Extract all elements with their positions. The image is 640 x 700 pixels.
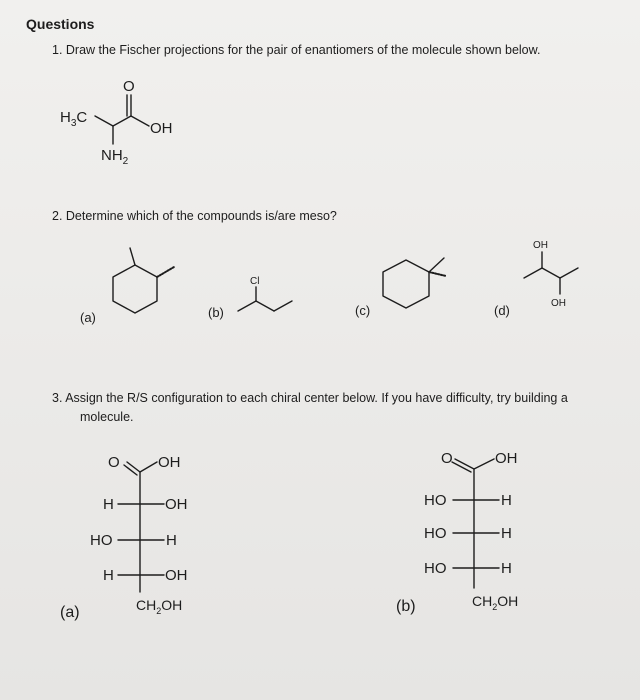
compound-label-c: (c) — [355, 303, 371, 318]
fischer-a-h-1: H — [103, 496, 114, 513]
alanine-structure — [95, 95, 149, 144]
fischer-label-a: (a) — [60, 604, 80, 621]
question-2-text: 2. Determine which of the compounds is/are meso? — [52, 209, 337, 223]
question-1-text: 1. Draw the Fischer projections for the pair of enantiomers of the molecule shown below. — [52, 43, 541, 57]
compound-a-structure — [113, 248, 174, 313]
fischer-a-oh-3: OH — [165, 567, 188, 584]
fischer-b-structure — [452, 459, 499, 588]
fischer-a-structure — [118, 462, 164, 592]
compound-b-structure — [238, 287, 292, 311]
compound-label-d: (d) — [494, 303, 510, 318]
fischer-a-h-3: H — [103, 567, 114, 584]
fischer-b-ho-1: HO — [424, 492, 447, 509]
compound-c-structure — [383, 258, 446, 308]
fischer-b-h-3: H — [501, 560, 512, 577]
fischer-b-oh-top: OH — [495, 450, 518, 467]
fischer-a-h-2: H — [166, 532, 177, 549]
compound-d-structure — [524, 252, 578, 294]
fischer-b-o: O — [441, 450, 453, 467]
atom-nh2: $NH_2$ — [101, 147, 129, 167]
page-title: Questions — [26, 16, 95, 32]
question-3-line-2: molecule. — [80, 410, 134, 424]
fischer-a-oh-1: OH — [165, 496, 188, 513]
atom-oh-bottom: OH — [551, 298, 566, 309]
fischer-a-ch2oh: $CH_2OH$ — [136, 597, 183, 616]
atom-cl: Cl — [250, 276, 260, 287]
fischer-b-ho-3: HO — [424, 560, 447, 577]
fischer-b-ho-2: HO — [424, 525, 447, 542]
fischer-label-b: (b) — [396, 598, 416, 615]
atom-h3c: $H_3C$ — [60, 109, 88, 129]
question-3-line-1: 3. Assign the R/S configuration to each chiral center below. If you have difficulty, try building a — [52, 391, 568, 405]
compound-label-b: (b) — [208, 305, 224, 320]
atom-oh: OH — [150, 120, 173, 137]
compound-label-a: (a) — [80, 310, 96, 325]
fischer-b-h-2: H — [501, 525, 512, 542]
fischer-b-h-1: H — [501, 492, 512, 509]
fischer-a-ho-2: HO — [90, 532, 113, 549]
atom-carbonyl-o: O — [123, 78, 135, 95]
fischer-a-o: O — [108, 454, 120, 471]
fischer-a-oh-top: OH — [158, 454, 181, 471]
fischer-b-ch2oh: $CH_2OH$ — [472, 593, 519, 612]
atom-oh-top: OH — [533, 240, 548, 251]
